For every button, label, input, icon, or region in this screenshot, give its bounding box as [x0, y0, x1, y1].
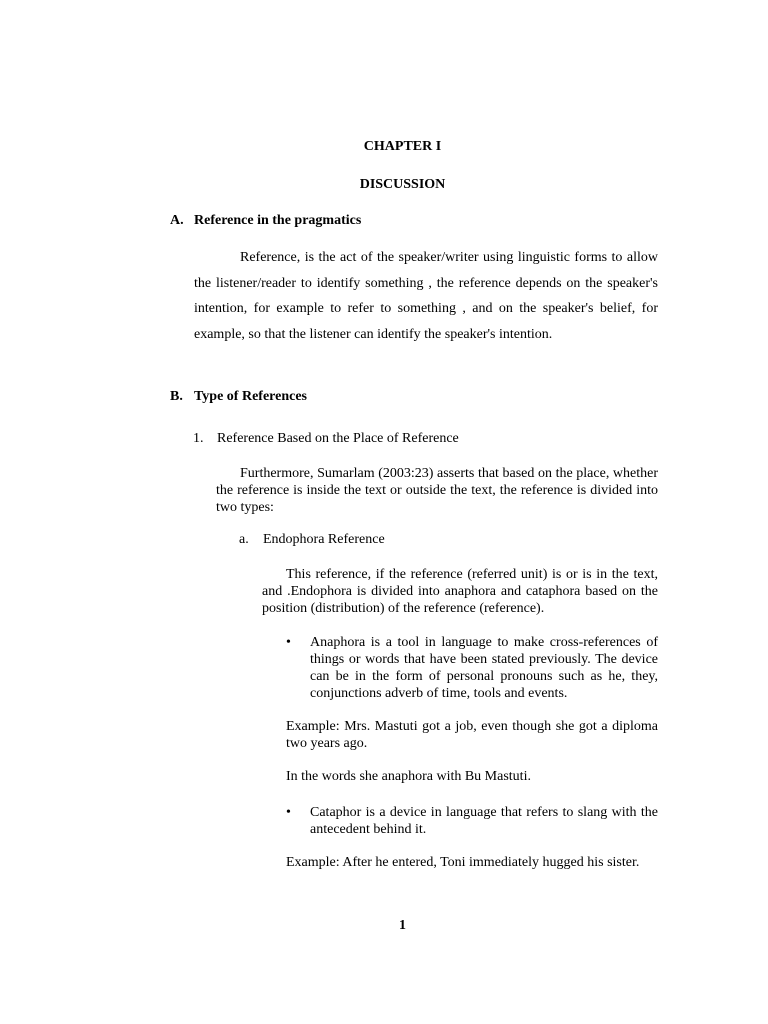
anaphora-bullet-item	[286, 634, 658, 702]
bullet-icon: •	[286, 635, 291, 650]
section-a-letter: A.	[170, 213, 184, 228]
chapter-title: CHAPTER I	[363, 139, 442, 154]
section-b-heading	[170, 389, 307, 405]
section-b-title: Type of References	[194, 389, 307, 404]
sub-a-letter: a.	[239, 532, 249, 547]
section-a-heading	[170, 213, 361, 229]
cataphor-bullet-item	[286, 804, 658, 838]
anaphora-text: Anaphora is a tool in language to make cross-references of things or words that have been stated previously. The device can be in the form of personal pronouns such as he, they, conjunctions adverb of time, tools and events.	[310, 635, 658, 701]
item-1-number: 1.	[193, 431, 204, 446]
cataphor-example: Example: After he entered, Toni immediately hugged his sister.	[286, 855, 640, 870]
chapter-subtitle: DISCUSSION	[359, 177, 446, 192]
page-number: 1	[399, 918, 406, 933]
bullet-icon: •	[286, 805, 291, 820]
item-1-heading	[193, 431, 459, 447]
section-a-paragraph: Reference, is the act of the speaker/writer using linguistic forms to allow the listener/reader to identify something , the reference depends on the speaker's intention, for example to refer to something , and on the speaker's belief, for example, so that the listener can identify the speaker's intention.	[194, 250, 658, 342]
section-b-letter: B.	[170, 389, 183, 404]
item-1-title: Reference Based on the Place of Reference	[217, 431, 459, 446]
sub-a-title: Endophora Reference	[263, 532, 385, 547]
endophora-paragraph: This reference, if the reference (referred unit) is or is in the text, and .Endophora is divided into anaphora and cataphora based on the position (distribution) of the reference (reference).	[262, 567, 658, 616]
sub-a-heading	[239, 532, 385, 548]
anaphora-note: In the words she anaphora with Bu Mastuti.	[286, 769, 531, 784]
section-a-title: Reference in the pragmatics	[194, 213, 362, 228]
anaphora-example: Example: Mrs. Mastuti got a job, even though she got a diploma two years ago.	[286, 719, 658, 751]
item-1-paragraph: Furthermore, Sumarlam (2003:23) asserts that based on the place, whether the reference is inside the text or outside the text, the reference is divided into two types:	[216, 466, 658, 515]
cataphor-text: Cataphor is a device in language that refers to slang with the antecedent behind it.	[310, 805, 658, 837]
